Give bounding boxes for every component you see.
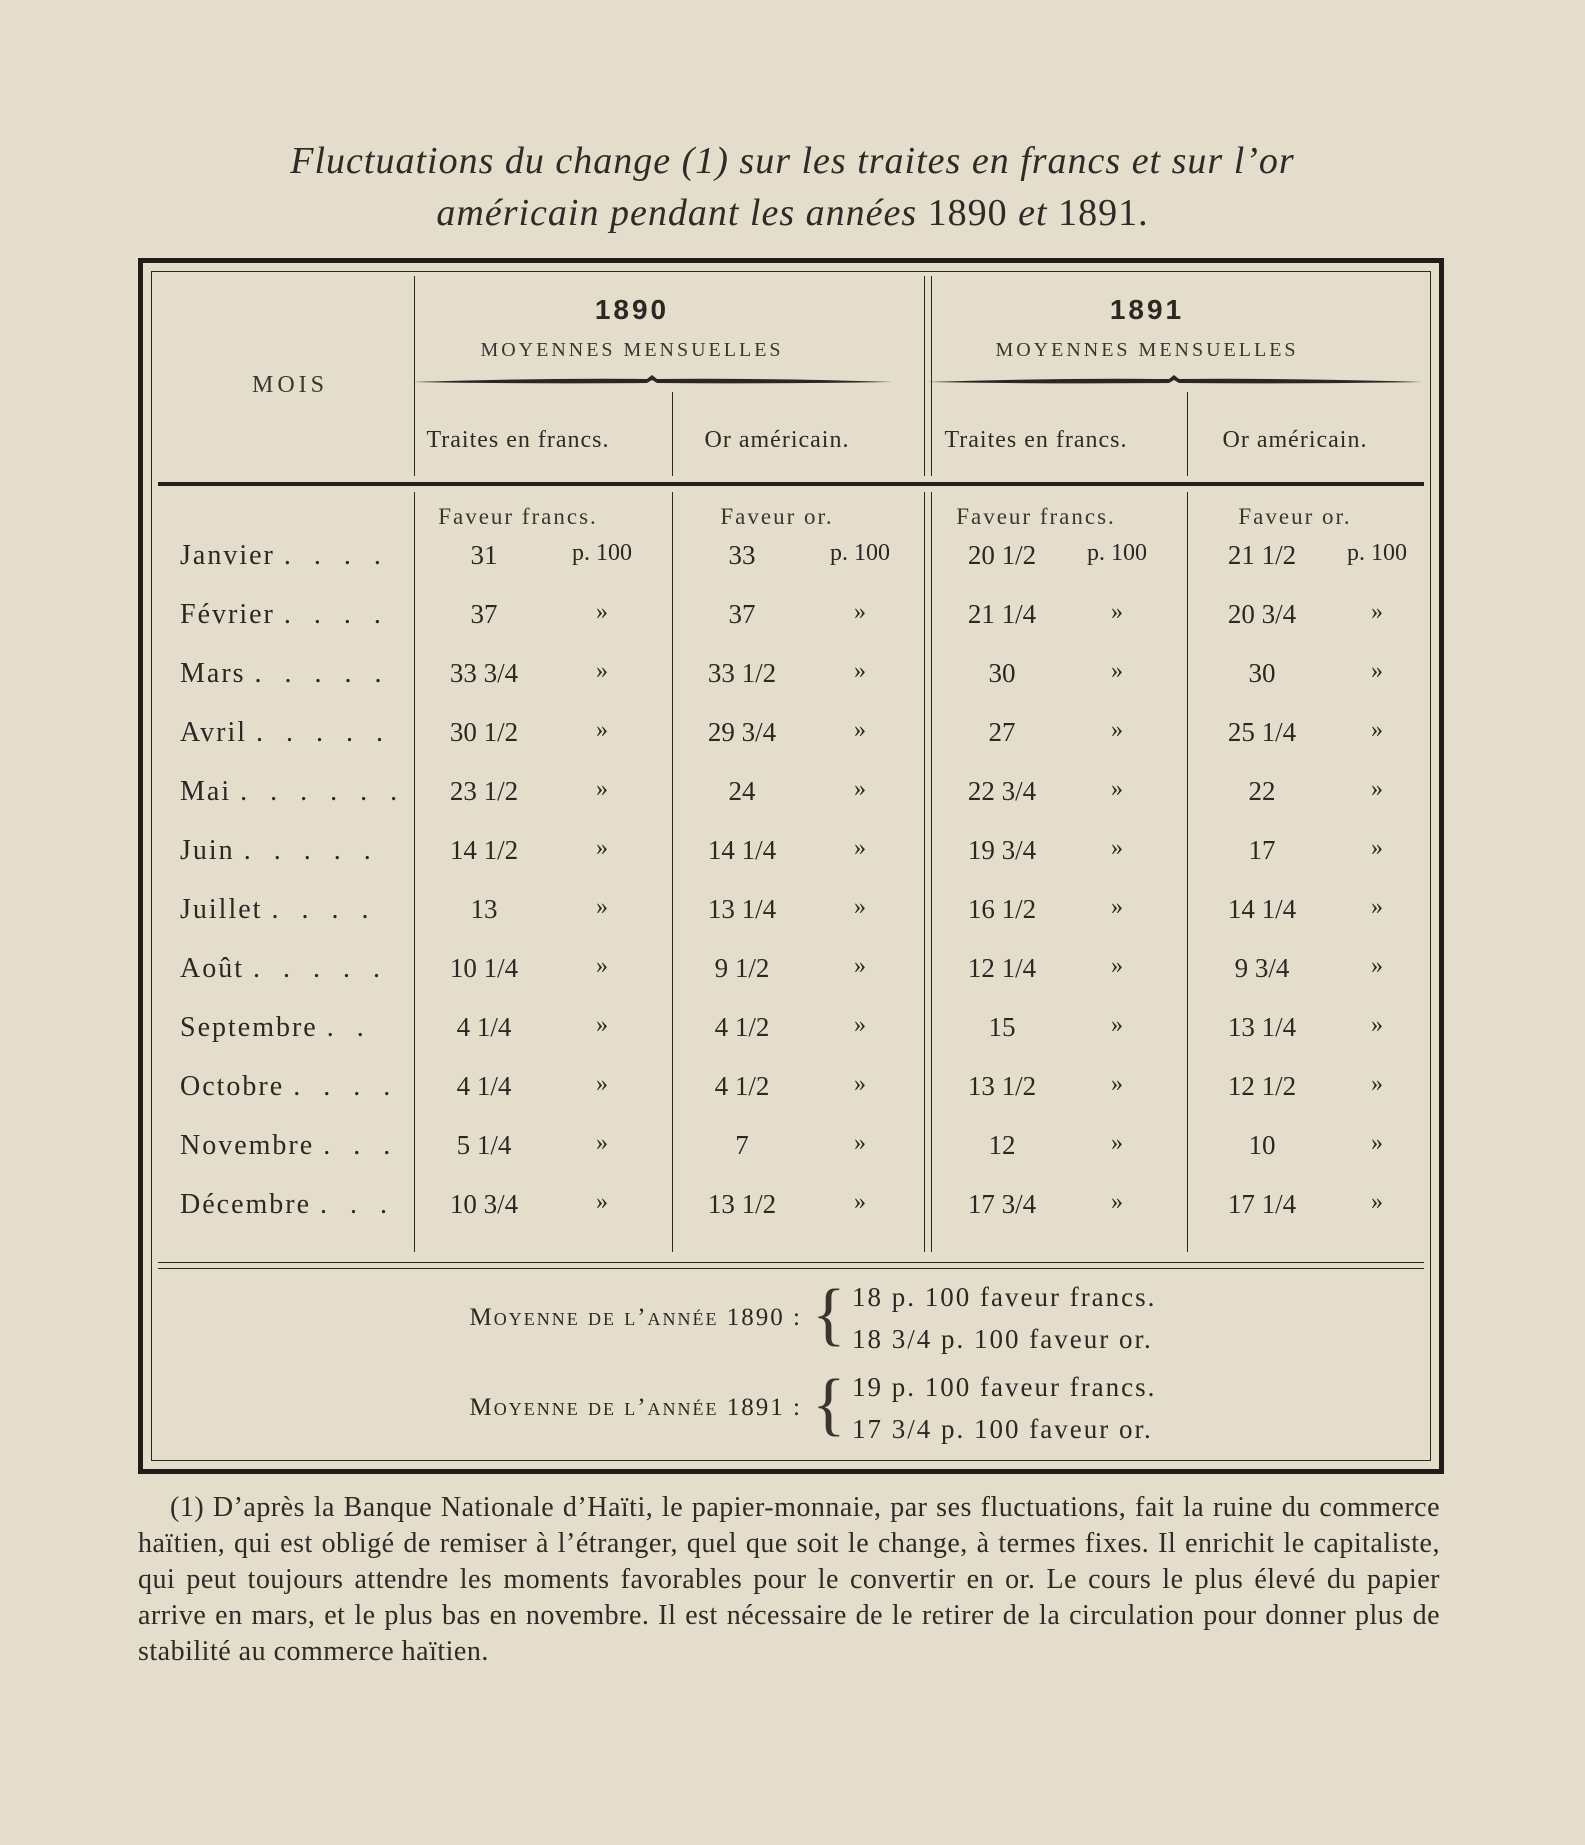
unit-1890-or: » — [854, 953, 866, 979]
unit-1890-or: p. 100 — [830, 540, 890, 566]
unit-1890-or: » — [854, 1189, 866, 1215]
unit-1891-or: » — [1371, 1189, 1383, 1215]
title-and: et — [1018, 192, 1048, 234]
cell-1891-traites: 19 3/4 — [967, 835, 1037, 865]
cell-1890-traites: 30 1/2 — [449, 717, 519, 747]
cell-1891-or: 9 3/4 — [1234, 953, 1290, 983]
cell-1890-traites: 10 3/4 — [449, 1189, 519, 1219]
swash-rule-1891 — [927, 374, 1422, 388]
title-year-1: 1890 — [927, 192, 1008, 234]
row-month: Février . . . . — [180, 599, 389, 630]
unit-1891-or: » — [1371, 953, 1383, 979]
unit-1890-or: » — [854, 599, 866, 625]
cell-1890-traites: 4 1/4 — [456, 1012, 512, 1042]
divider-1891-header — [1187, 392, 1188, 476]
cell-1891-traites: 27 — [988, 717, 1016, 747]
cell-1890-traites: 23 1/2 — [449, 776, 519, 806]
cell-1890-or: 37 — [728, 599, 756, 629]
unit-1890-or: » — [854, 717, 866, 743]
table-row — [152, 1130, 1430, 1188]
unit-1890-traites: » — [596, 953, 608, 979]
average-or-1891: 17 3/4 p. 100 faveur or. — [852, 1414, 1153, 1444]
faveur-1890-or: Faveur or. — [720, 504, 834, 529]
unit-1890-or: » — [854, 1130, 866, 1156]
header-rule — [158, 482, 1424, 486]
cell-1890-traites: 5 1/4 — [456, 1130, 512, 1160]
cell-1891-or: 20 3/4 — [1227, 599, 1297, 629]
table-row — [152, 835, 1430, 893]
table-inner-border — [151, 271, 1431, 1461]
unit-1890-traites: » — [596, 717, 608, 743]
cell-1891-or: 21 1/2 — [1227, 540, 1297, 570]
unit-1891-traites: » — [1111, 1189, 1123, 1215]
row-month: Mai . . . . . . — [180, 776, 406, 807]
unit-1891-or: » — [1371, 776, 1383, 802]
header-moyennes-1890: MOYENNES MENSUELLES — [480, 339, 784, 361]
cell-1890-or: 33 1/2 — [707, 658, 777, 688]
cell-1891-traites: 12 — [988, 1130, 1016, 1160]
unit-1891-traites: » — [1111, 1071, 1123, 1097]
table-row — [152, 658, 1430, 716]
cell-1891-traites: 22 3/4 — [967, 776, 1037, 806]
cell-1890-traites: 31 — [470, 540, 498, 570]
unit-1890-traites: » — [596, 599, 608, 625]
cell-1890-traites: 10 1/4 — [449, 953, 519, 983]
cell-1891-traites: 21 1/4 — [967, 599, 1037, 629]
footnote — [138, 1490, 1440, 1670]
cell-1890-or: 33 — [728, 540, 756, 570]
header-mois: MOIS — [252, 372, 329, 398]
row-month: Novembre . . . — [180, 1130, 399, 1161]
cell-1891-or: 17 — [1248, 835, 1276, 865]
average-label-1890: Moyenne de l’année 1890 : — [469, 1304, 802, 1331]
colhead-1890-traites: Traites en francs. — [426, 427, 610, 453]
cell-1890-or: 13 1/4 — [707, 894, 777, 924]
row-month: Octobre . . . . — [180, 1071, 399, 1102]
faveur-1891-francs: Faveur francs. — [956, 504, 1116, 529]
unit-1891-traites: » — [1111, 1012, 1123, 1038]
cell-1890-or: 7 — [735, 1130, 749, 1160]
cell-1891-or: 12 1/2 — [1227, 1071, 1297, 1101]
faveur-1891-or: Faveur or. — [1238, 504, 1352, 529]
table-row — [152, 894, 1430, 952]
unit-1891-or: » — [1371, 599, 1383, 625]
brace-1891: { — [812, 1366, 846, 1443]
unit-1891-or: » — [1371, 1071, 1383, 1097]
footnote-text: (1) D’après la Banque Nationale d’Haïti, le papier-monnaie, par ses fluctuations, fait la ruine du commerce haïtien, qui est obligé de remiser à l’étranger, quel que soit le change, à termes fixes. Il enrichit le capitaliste, qui peut toujours attendre les moments favorables pour le convertir en or. Le cours le plus élevé du papier arrive en mars, et le plus bas en novembre. Il est nécessaire de le retirer de la circulation pour donner plus de stabilité au commerce haïtien. — [138, 1492, 1440, 1667]
unit-1891-or: » — [1371, 658, 1383, 684]
swash-rule-1890 — [412, 374, 892, 388]
cell-1891-traites: 30 — [988, 658, 1016, 688]
cell-1891-traites: 15 — [988, 1012, 1016, 1042]
row-month: Août . . . . . — [180, 953, 388, 984]
unit-1890-or: » — [854, 894, 866, 920]
row-month: Juin . . . . . — [180, 835, 379, 866]
row-month: Avril . . . . . — [180, 717, 392, 748]
cell-1890-traites: 4 1/4 — [456, 1071, 512, 1101]
table-row — [152, 717, 1430, 775]
table-row — [152, 540, 1430, 598]
table-row — [152, 1071, 1430, 1129]
table-row — [152, 953, 1430, 1011]
cell-1890-traites: 14 1/2 — [449, 835, 519, 865]
cell-1891-or: 22 — [1248, 776, 1276, 806]
cell-1890-or: 24 — [728, 776, 756, 806]
unit-1890-or: » — [854, 835, 866, 861]
unit-1890-traites: » — [596, 894, 608, 920]
cell-1890-or: 4 1/2 — [714, 1071, 770, 1101]
row-month: Janvier . . . . — [180, 540, 389, 571]
cell-1890-traites: 37 — [470, 599, 498, 629]
footer-rule — [158, 1262, 1424, 1269]
unit-1890-or: » — [854, 658, 866, 684]
unit-1890-or: » — [854, 1071, 866, 1097]
unit-1891-traites: » — [1111, 658, 1123, 684]
unit-1891-traites: » — [1111, 953, 1123, 979]
cell-1891-traites: 17 3/4 — [967, 1189, 1037, 1219]
title-line-2 — [140, 187, 1445, 239]
average-francs-1890: 18 p. 100 faveur francs. — [852, 1282, 1157, 1312]
header-year-1890: 1890 — [594, 294, 670, 325]
row-month: Décembre . . . — [180, 1189, 396, 1220]
row-month: Septembre . . — [180, 1012, 372, 1043]
cell-1891-traites: 16 1/2 — [967, 894, 1037, 924]
average-or-1890: 18 3/4 p. 100 faveur or. — [852, 1324, 1153, 1354]
cell-1891-or: 13 1/4 — [1227, 1012, 1297, 1042]
cell-1890-or: 13 1/2 — [707, 1189, 777, 1219]
cell-1891-or: 14 1/4 — [1227, 894, 1297, 924]
unit-1891-or: » — [1371, 717, 1383, 743]
unit-1891-or: » — [1371, 894, 1383, 920]
unit-1891-traites: » — [1111, 717, 1123, 743]
cell-1891-or: 25 1/4 — [1227, 717, 1297, 747]
unit-1890-traites: » — [596, 658, 608, 684]
cell-1890-traites: 33 3/4 — [449, 658, 519, 688]
unit-1890-traites: » — [596, 1012, 608, 1038]
unit-1891-or: » — [1371, 1130, 1383, 1156]
unit-1890-traites: p. 100 — [572, 540, 632, 566]
unit-1891-traites: » — [1111, 1130, 1123, 1156]
cell-1890-traites: 13 — [470, 894, 498, 924]
header-year-1891: 1891 — [1109, 294, 1185, 325]
cell-1891-traites: 13 1/2 — [967, 1071, 1037, 1101]
unit-1890-or: » — [854, 776, 866, 802]
unit-1891-traites: » — [1111, 776, 1123, 802]
row-month: Juillet . . . . — [180, 894, 377, 925]
table-row — [152, 776, 1430, 834]
cell-1891-traites: 12 1/4 — [967, 953, 1037, 983]
cell-1891-or: 30 — [1248, 658, 1276, 688]
title-line-2-prefix: américain pendant les années — [436, 192, 918, 234]
unit-1890-traites: » — [596, 1071, 608, 1097]
table-row — [152, 599, 1430, 657]
faveur-1890-francs: Faveur francs. — [438, 504, 598, 529]
title-line-1: Fluctuations du change (1) sur les traites en francs et sur l’or — [290, 140, 1295, 182]
header-moyennes-1891: MOYENNES MENSUELLES — [995, 339, 1299, 361]
cell-1890-or: 9 1/2 — [714, 953, 770, 983]
cell-1890-or: 14 1/4 — [707, 835, 777, 865]
average-label-1891: Moyenne de l’année 1891 : — [469, 1394, 802, 1421]
cell-1890-or: 4 1/2 — [714, 1012, 770, 1042]
unit-1890-or: » — [854, 1012, 866, 1038]
divider-mois-header — [414, 276, 415, 476]
unit-1891-traites: p. 100 — [1087, 540, 1147, 566]
table-row — [152, 1012, 1430, 1070]
cell-1891-or: 10 — [1248, 1130, 1276, 1160]
unit-1891-traites: » — [1111, 835, 1123, 861]
unit-1890-traites: » — [596, 835, 608, 861]
divider-1890-header — [672, 392, 673, 476]
average-francs-1891: 19 p. 100 faveur francs. — [852, 1372, 1157, 1402]
cell-1890-or: 29 3/4 — [707, 717, 777, 747]
exchange-table — [138, 258, 1444, 1474]
unit-1891-or: » — [1371, 835, 1383, 861]
table-row — [152, 1189, 1430, 1247]
unit-1891-or: » — [1371, 1012, 1383, 1038]
page-title — [140, 135, 1445, 239]
colhead-1891-traites: Traites en francs. — [944, 427, 1128, 453]
unit-1890-traites: » — [596, 1130, 608, 1156]
divider-years-header — [924, 276, 932, 476]
unit-1891-or: p. 100 — [1347, 540, 1407, 566]
title-year-2: 1891. — [1058, 192, 1149, 234]
unit-1891-traites: » — [1111, 894, 1123, 920]
cell-1891-traites: 20 1/2 — [967, 540, 1037, 570]
unit-1890-traites: » — [596, 776, 608, 802]
colhead-1890-or: Or américain. — [704, 427, 850, 453]
unit-1890-traites: » — [596, 1189, 608, 1215]
row-month: Mars . . . . . — [180, 658, 390, 689]
brace-1890: { — [812, 1276, 846, 1353]
colhead-1891-or: Or américain. — [1222, 427, 1368, 453]
cell-1891-or: 17 1/4 — [1227, 1189, 1297, 1219]
unit-1891-traites: » — [1111, 599, 1123, 625]
